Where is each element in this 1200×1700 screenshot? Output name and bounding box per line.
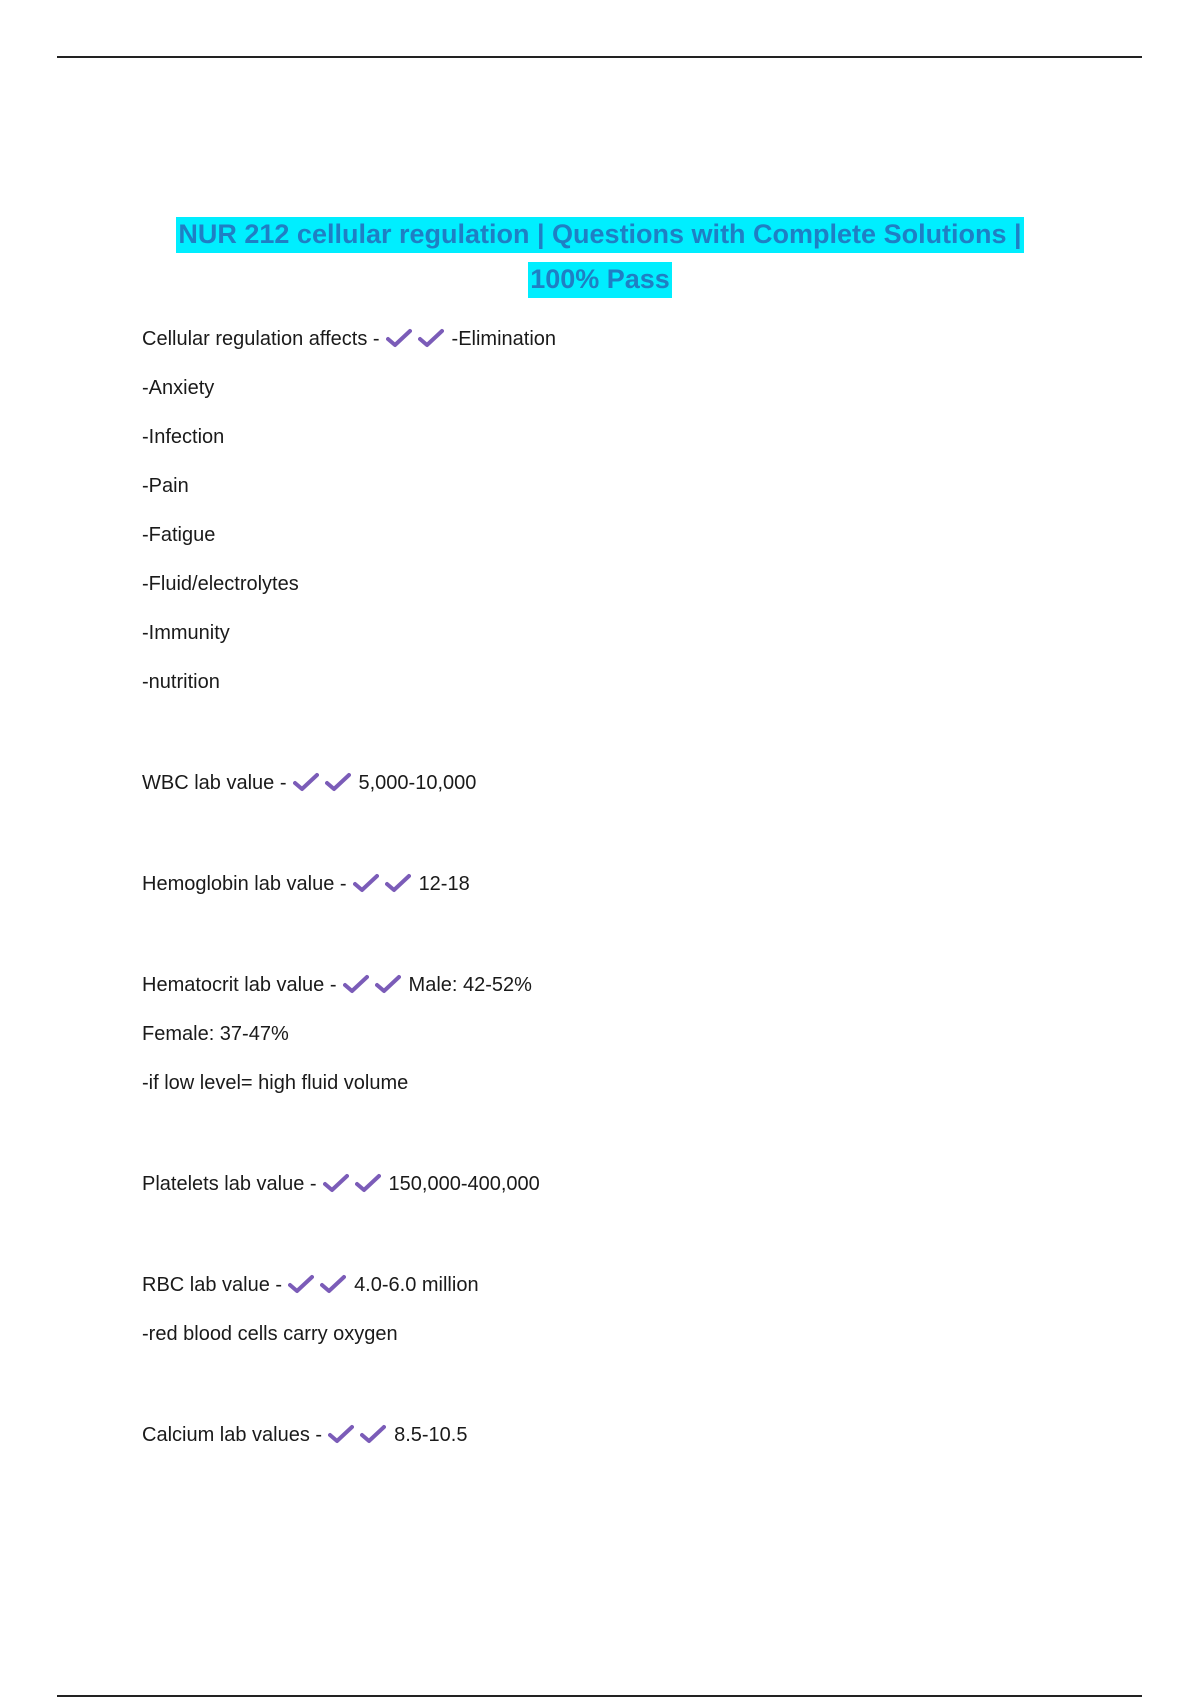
answer-text: -Elimination bbox=[451, 328, 557, 350]
answer-extra-line: -Immunity bbox=[142, 622, 230, 644]
answer-extra-line: -Infection bbox=[142, 426, 225, 448]
question-text: Cellular regulation affects - bbox=[142, 328, 380, 350]
footer-rule bbox=[57, 1695, 1142, 1697]
double-check-icon bbox=[323, 1170, 387, 1204]
answer-text: 150,000-400,000 bbox=[388, 1173, 540, 1195]
header-rule bbox=[57, 56, 1142, 58]
double-check-icon bbox=[293, 769, 357, 803]
double-check-icon bbox=[386, 325, 450, 359]
answer-text: 5,000-10,000 bbox=[358, 772, 477, 794]
question-text: RBC lab value - bbox=[142, 1274, 283, 1296]
title-line-2: 100% Pass bbox=[528, 262, 672, 298]
double-check-icon bbox=[328, 1421, 392, 1455]
qa-question-line bbox=[142, 867, 1042, 916]
qa-question-line bbox=[142, 322, 1042, 371]
answer-extra-line: -Fluid/electrolytes bbox=[142, 573, 299, 595]
answer-extra-line: -nutrition bbox=[142, 671, 220, 693]
double-check-icon bbox=[353, 870, 417, 904]
document-title bbox=[120, 212, 1080, 302]
answer-text: 12-18 bbox=[418, 873, 470, 895]
answer-extra-line: -red blood cells carry oxygen bbox=[142, 1323, 398, 1345]
double-check-icon bbox=[288, 1271, 352, 1305]
question-text: Calcium lab values - bbox=[142, 1424, 323, 1446]
answer-extra-line: -if low level= high fluid volume bbox=[142, 1072, 409, 1094]
qa-question-line bbox=[142, 1167, 1042, 1216]
answer-extra-line: -Pain bbox=[142, 475, 189, 497]
question-text: Platelets lab value - bbox=[142, 1173, 317, 1195]
question-text: Hematocrit lab value - bbox=[142, 974, 337, 996]
qa-question-line bbox=[142, 1418, 1042, 1467]
qa-question-line bbox=[142, 1268, 1042, 1317]
double-check-icon bbox=[343, 971, 407, 1005]
answer-text: 4.0-6.0 million bbox=[354, 1274, 479, 1296]
qa-content bbox=[142, 322, 1042, 1467]
answer-extra-line: Female: 37-47% bbox=[142, 1023, 289, 1045]
question-text: WBC lab value - bbox=[142, 772, 287, 794]
answer-extra-line: -Anxiety bbox=[142, 377, 215, 399]
answer-extra-line: -Fatigue bbox=[142, 524, 216, 546]
answer-text: 8.5-10.5 bbox=[394, 1424, 468, 1446]
question-text: Hemoglobin lab value - bbox=[142, 873, 347, 895]
answer-text: Male: 42-52% bbox=[408, 974, 532, 996]
title-line-1: NUR 212 cellular regulation | Questions with Complete Solutions | bbox=[176, 217, 1023, 253]
qa-question-line bbox=[142, 766, 1042, 815]
qa-question-line bbox=[142, 968, 1042, 1017]
